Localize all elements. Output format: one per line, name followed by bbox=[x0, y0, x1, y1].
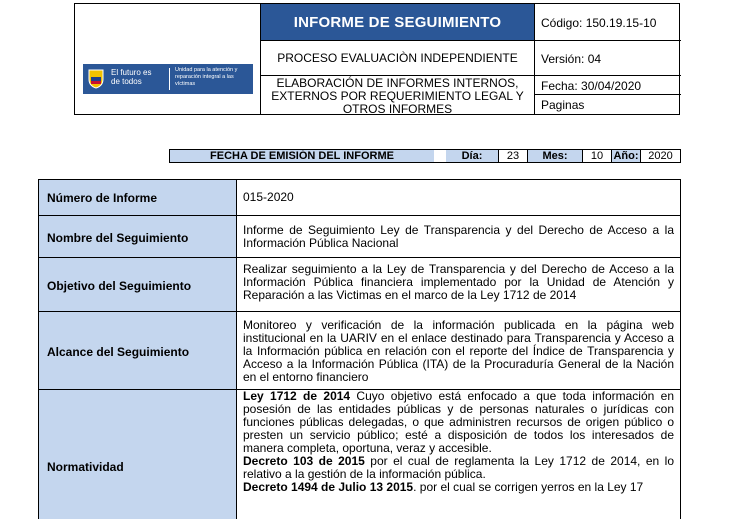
day-value: 23 bbox=[498, 150, 528, 162]
row-value-cell bbox=[237, 258, 680, 311]
ley-1712-text: Cuyo objetivo está enfocado a que toda información en posesión de las entidades públicas y de personas naturales o jurídicas con funciones públicas delegadas, o que administren recursos de origen público o presten un servicio público; esté a disposición de todos los interesados de manera completa, oportuna, veraz y accesible. bbox=[243, 389, 674, 455]
document-header bbox=[74, 3, 680, 115]
elaboration-text: ELABORACIÓN DE INFORMES INTERNOS, EXTERNOS POR REQUERIMIENTO LEGAL Y OTROS INFORMES bbox=[271, 76, 524, 116]
numero-label: Número de Informe bbox=[47, 191, 158, 205]
pages-cell bbox=[535, 95, 681, 114]
report-title-cell bbox=[261, 4, 535, 41]
row-alcance bbox=[38, 311, 681, 389]
numero-value: 015-2020 bbox=[243, 190, 294, 204]
row-label-cell bbox=[39, 216, 237, 257]
row-numero bbox=[38, 179, 681, 215]
logo-sub-text: Unidad para la atención y reparación integral a las víctimas bbox=[175, 67, 238, 87]
report-title: INFORME DE SEGUIMIENTO bbox=[293, 14, 502, 31]
process-name: PROCESO EVALUACIÒN INDEPENDIENTE bbox=[277, 51, 518, 65]
institution-logo bbox=[83, 64, 253, 94]
document-code: Código: 150.19.15-10 bbox=[541, 16, 657, 30]
year-value: 2020 bbox=[640, 150, 680, 162]
elaboration-cell bbox=[261, 76, 535, 114]
year-label: Año: bbox=[613, 150, 639, 162]
decreto-103-title: Decreto 103 de 2015 bbox=[243, 454, 365, 468]
row-label-cell bbox=[39, 312, 237, 389]
normatividad-decreto-103 bbox=[243, 455, 674, 481]
alcance-value: Monitoreo y verificación de la información publicada en la página web institucional en la UARIV en el enlace destinado para Transparencia y Acceso a la Información pública en relación con el reporte del Índice de Transparencia y Acceso a la Información Pública (ITA) de la Procuraduría General de la Nación en el entorno financiero bbox=[243, 318, 674, 384]
objetivo-label: Objetivo del Seguimiento bbox=[47, 279, 192, 293]
normatividad-ley-1712 bbox=[243, 390, 674, 455]
logo-divider bbox=[169, 68, 170, 90]
alcance-label: Alcance del Seguimiento bbox=[47, 345, 190, 359]
normatividad-decreto-1494 bbox=[243, 481, 674, 494]
nombre-value: Informe de Seguimiento Ley de Transparencia y del Derecho de Acceso a la Información Pública Nacional bbox=[243, 223, 674, 250]
document-version: Versión: 04 bbox=[541, 52, 602, 66]
emission-date-label: FECHA DE EMISIÓN DEL INFORME bbox=[170, 150, 434, 162]
day-label: Día: bbox=[446, 150, 498, 162]
process-cell bbox=[261, 41, 535, 76]
decreto-1494-title: Decreto 1494 de Julio 13 2015 bbox=[243, 480, 414, 494]
coat-of-arms-icon bbox=[87, 67, 105, 89]
date-cell bbox=[535, 76, 681, 95]
version-cell bbox=[535, 41, 681, 76]
logo-main-text: El futuro es de todos bbox=[111, 68, 152, 86]
document-pages: Paginas bbox=[541, 98, 585, 112]
row-value-cell bbox=[237, 180, 680, 215]
document-date: Fecha: 30/04/2020 bbox=[541, 79, 642, 93]
decreto-1494-text: . por el cual se corrigen yerros en la Ley 17 bbox=[413, 480, 644, 494]
emission-gap bbox=[434, 150, 446, 162]
row-value-cell bbox=[237, 312, 680, 389]
report-info-table bbox=[38, 179, 681, 509]
logo-cell bbox=[75, 4, 261, 114]
normatividad-label: Normatividad bbox=[47, 460, 124, 474]
row-nombre bbox=[38, 215, 681, 257]
row-objetivo bbox=[38, 257, 681, 311]
row-label-cell bbox=[39, 258, 237, 311]
nombre-label: Nombre del Seguimiento bbox=[47, 231, 189, 245]
month-label: Mes: bbox=[528, 150, 582, 162]
row-value-cell bbox=[237, 216, 680, 257]
month-value: 10 bbox=[582, 150, 612, 162]
objetivo-value: Realizar seguimiento a la Ley de Transparencia y del Derecho de Acceso a la Información Pública financiera implementado por la Unidad de Atención y Reparación a las Victimas en el marco de la Ley 1712 de 2014 bbox=[243, 262, 674, 302]
emission-date-row bbox=[169, 149, 681, 163]
decreto-103-text: por el cual de reglamenta la Ley 1712 de 2014, en lo relativo a la gestión de la información pública. bbox=[243, 454, 675, 481]
code-cell bbox=[535, 4, 681, 41]
ley-1712-title: Ley 1712 de 2014 bbox=[243, 389, 351, 403]
row-label-cell bbox=[39, 180, 237, 215]
